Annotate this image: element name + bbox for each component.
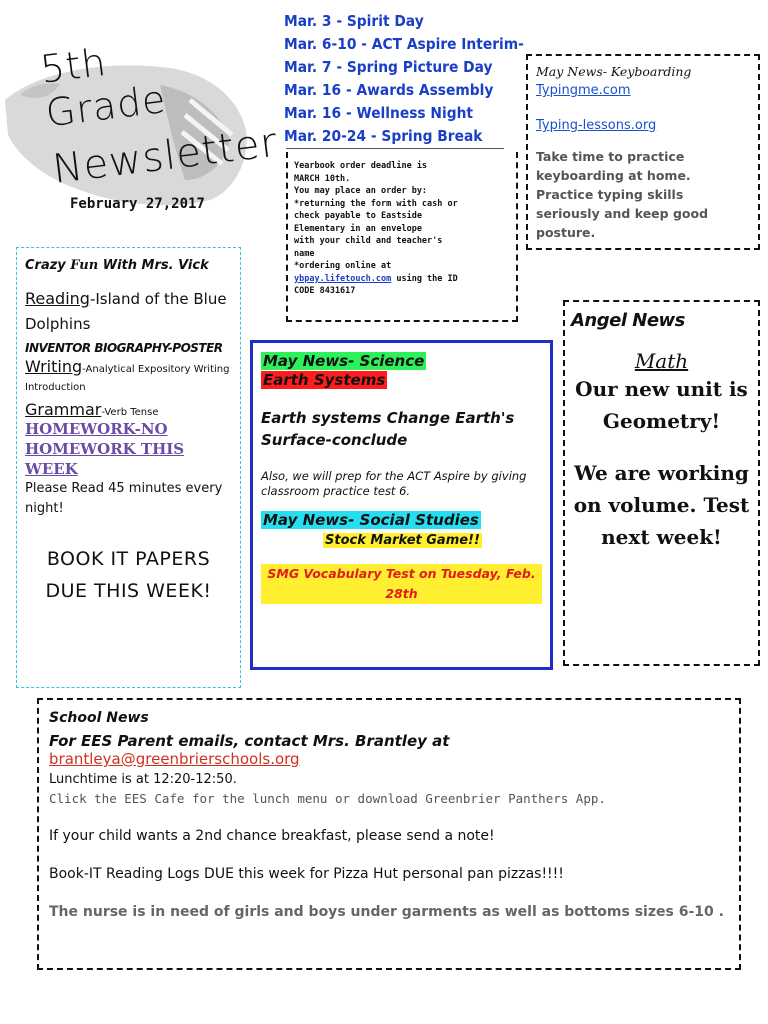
stock-market-game: Stock Market Game!! [325, 533, 480, 548]
cafe-note: Click the EES Cafe for the lunch menu or download Greenbrier Panthers App. [49, 791, 606, 806]
writing-label: Writing [25, 357, 83, 376]
crazy-fun-heading [25, 258, 232, 273]
reading-item [25, 287, 232, 337]
yearbook-notice [286, 152, 518, 322]
reading-note: Please Read 45 minutes every night! [25, 481, 223, 516]
science-news [250, 340, 553, 670]
yearbook-line: Yearbook order deadline is [294, 161, 428, 171]
heading-with: With Mrs. Vick [98, 258, 209, 273]
newsletter-title [38, 24, 281, 193]
grammar-desc: -Verb Tense [101, 407, 159, 418]
keyboarding-body: Take time to practice keyboarding at home. Practice typing skills seriously and keep good posture. [536, 149, 709, 240]
yearbook-line: *ordering online at [294, 261, 392, 271]
nurse-note: The nurse is in need of girls and boys under garments as well as bottoms sizes 6-10 . [49, 904, 724, 920]
calendar-divider [286, 148, 504, 149]
yearbook-line: MARCH 10th. [294, 173, 351, 184]
heading-fun: Fun [70, 258, 99, 273]
yearbook-line: check payable to Eastside [294, 211, 422, 221]
yearbook-link-suffix: using the ID [391, 273, 458, 284]
lunchtime: Lunchtime is at 12:20-12:50. [49, 772, 237, 787]
yearbook-line: *returning the form with cash or [294, 198, 458, 209]
angel-news [563, 300, 760, 666]
yearbook-link-line [294, 273, 510, 286]
reading-label: Reading [25, 289, 90, 308]
writing-item [25, 359, 232, 396]
calendar-event: Mar. 16 - Awards Assembly [284, 81, 494, 99]
yearbook-line: Elementary in an envelope [294, 223, 422, 234]
calendar-event: Mar. 7 - Spring Picture Day [284, 58, 493, 76]
social-studies-heading: May News- Social Studies [263, 511, 479, 529]
math-unit: Our new unit is Geometry! [575, 377, 748, 433]
calendar-event: Mar. 3 - Spirit Day [284, 12, 424, 30]
crazy-fun-section [16, 247, 241, 688]
homework-notice: HOMEWORK-NO HOMEWORK THIS WEEK [25, 420, 185, 478]
parent-email-contact: For EES Parent emails, contact Mrs. Brantley at [49, 732, 450, 750]
math-volume: We are working on volume. Test next week! [573, 461, 750, 549]
writing-desc: -Analytical Expository Writing Introduction [25, 364, 230, 393]
reading-desc: -Island of the Blue Dolphins [25, 290, 227, 333]
brantley-email-link[interactable]: brantleya@greenbrierschools.org [49, 750, 300, 768]
heading-crazy: Crazy [25, 258, 71, 273]
calendar-event: Mar. 16 - Wellness Night [284, 104, 474, 122]
grammar-item [25, 400, 232, 419]
science-prep: Also, we will prep for the ACT Aspire by giving classroom practice test 6. [261, 469, 527, 498]
math-subject: Math [634, 349, 689, 373]
newsletter-date: February 27,2017 [70, 196, 205, 212]
yearbook-line: You may place an order by: [294, 186, 428, 196]
smg-vocabulary-test: SMG Vocabulary Test on Tuesday, Feb. 28th [261, 564, 542, 604]
yearbook-line: with your child and teacher's [294, 236, 443, 246]
yearbook-order-link[interactable]: ybpay.lifetouch.com [294, 273, 392, 284]
title-line-1: 5th Grade [38, 39, 169, 136]
bookit-notice: BOOK IT PAPERS DUE THIS WEEK! [45, 548, 212, 602]
yearbook-line: name [294, 248, 315, 259]
typing-lessons-link[interactable]: Typing-lessons.org [536, 118, 657, 133]
calendar-event: Mar. 6-10 - ACT Aspire Interim- [284, 35, 524, 53]
science-heading: May News- Science [263, 352, 425, 370]
keyboarding-news [526, 54, 760, 250]
breakfast-note: If your child wants a 2nd chance breakfast, please send a note! [49, 828, 495, 844]
event-calendar [284, 10, 524, 148]
calendar-event: Mar. 20-24 - Spring Break [284, 127, 483, 145]
typingme-link[interactable]: Typingme.com [536, 83, 631, 98]
science-topic: Earth Systems [263, 371, 386, 389]
inventor-item: INVENTOR BIOGRAPHY-POSTER [25, 341, 223, 355]
angel-news-heading: Angel News [571, 310, 685, 331]
school-news [37, 698, 741, 970]
yearbook-code: CODE 8431617 [294, 286, 356, 296]
bookit-logs-note: Book-IT Reading Logs DUE this week for Pizza Hut personal pan pizzas!!!! [49, 866, 564, 882]
school-news-heading: School News [49, 710, 149, 726]
grammar-label: Grammar [25, 400, 102, 419]
science-main: Earth systems Change Earth's Surface-conclude [261, 409, 515, 449]
title-line-2: Newsletter [50, 119, 281, 193]
keyboarding-heading: May News- Keyboarding [536, 64, 692, 79]
